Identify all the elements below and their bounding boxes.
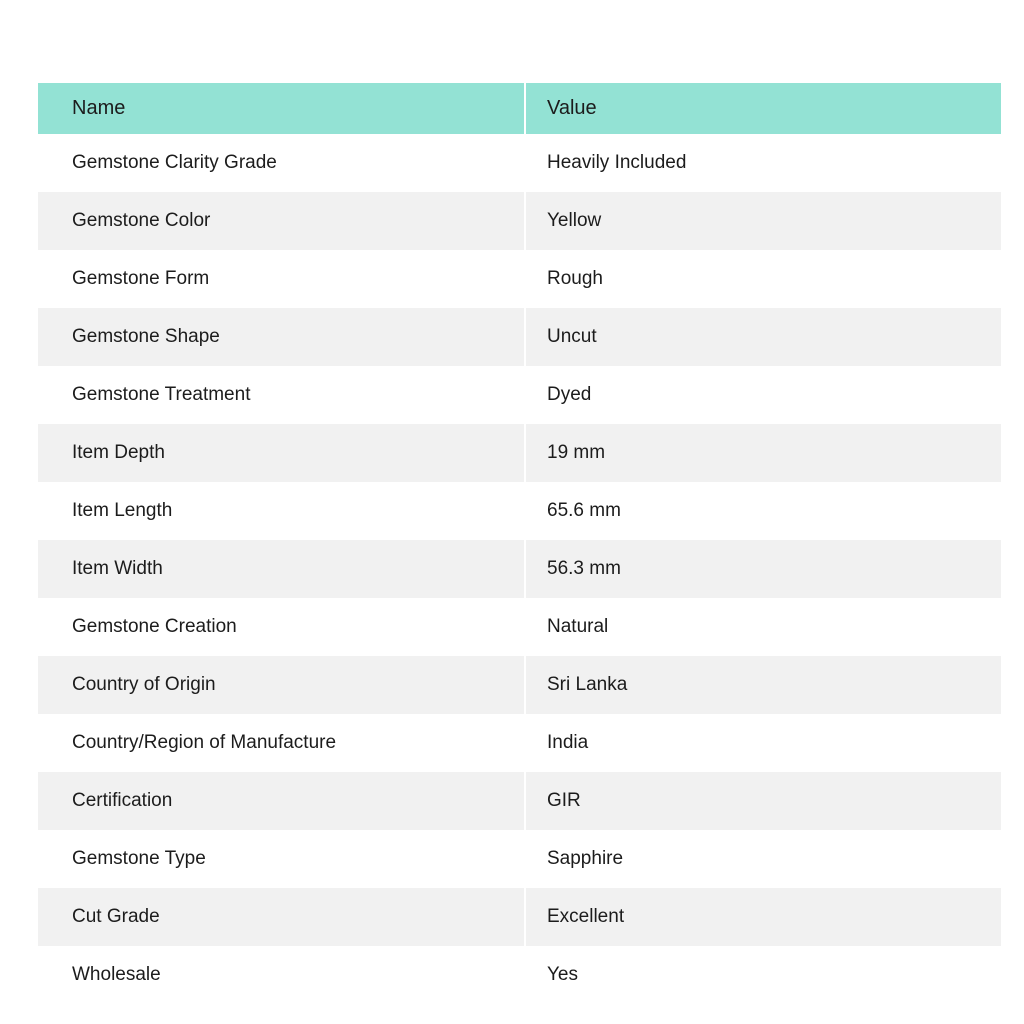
- spec-value-cell: Dyed: [524, 366, 1001, 424]
- table-header-row: [38, 83, 1001, 134]
- spec-value-cell: India: [524, 714, 1001, 772]
- spec-name-cell: Gemstone Creation: [72, 616, 237, 637]
- spec-value-cell: 56.3 mm: [524, 540, 1001, 598]
- table-row: [38, 714, 1001, 772]
- spec-name-cell: Gemstone Shape: [72, 326, 220, 347]
- table-row: [38, 366, 1001, 424]
- spec-value-cell: Yes: [524, 946, 1001, 1004]
- spec-name-cell: Item Depth: [72, 442, 165, 463]
- spec-name-cell: Item Width: [72, 558, 163, 579]
- spec-value-cell: GIR: [524, 772, 1001, 830]
- spec-value-cell: Natural: [524, 598, 1001, 656]
- table-row: [38, 250, 1001, 308]
- spec-name-cell: Gemstone Clarity Grade: [72, 152, 277, 173]
- table-row: [38, 772, 1001, 830]
- spec-name-cell: Gemstone Type: [72, 848, 206, 869]
- table-row: [38, 598, 1001, 656]
- spec-value-cell: Heavily Included: [524, 134, 1001, 192]
- table-row: [38, 134, 1001, 192]
- spec-value-cell: Excellent: [524, 888, 1001, 946]
- table-row: [38, 540, 1001, 598]
- spec-name-cell: Gemstone Form: [72, 268, 210, 289]
- item-specifics-table: [38, 83, 1001, 1004]
- spec-value-cell: Rough: [524, 250, 1001, 308]
- header-name-cell: Name: [72, 97, 126, 119]
- table-row: [38, 308, 1001, 366]
- spec-value-cell: Sri Lanka: [524, 656, 1001, 714]
- spec-value-cell: 19 mm: [524, 424, 1001, 482]
- spec-name-cell: Country of Origin: [72, 674, 216, 695]
- spec-name-cell: Gemstone Treatment: [72, 384, 251, 405]
- table-row: [38, 656, 1001, 714]
- spec-value-cell: Yellow: [524, 192, 1001, 250]
- spec-value-cell: Uncut: [524, 308, 1001, 366]
- header-value-cell: Value: [524, 83, 1001, 134]
- spec-value-cell: Sapphire: [524, 830, 1001, 888]
- spec-name-cell: Certification: [72, 790, 173, 811]
- spec-name-cell: Wholesale: [72, 964, 161, 985]
- spec-name-cell: Gemstone Color: [72, 210, 211, 231]
- spec-name-cell: Item Length: [72, 500, 173, 521]
- spec-value-cell: 65.6 mm: [524, 482, 1001, 540]
- table-row: [38, 482, 1001, 540]
- spec-name-cell: Country/Region of Manufacture: [72, 732, 337, 753]
- spec-name-cell: Cut Grade: [72, 906, 160, 927]
- table-row: [38, 424, 1001, 482]
- table-row: [38, 888, 1001, 946]
- table-row: [38, 830, 1001, 888]
- table-row: [38, 946, 1001, 1004]
- table-row: [38, 192, 1001, 250]
